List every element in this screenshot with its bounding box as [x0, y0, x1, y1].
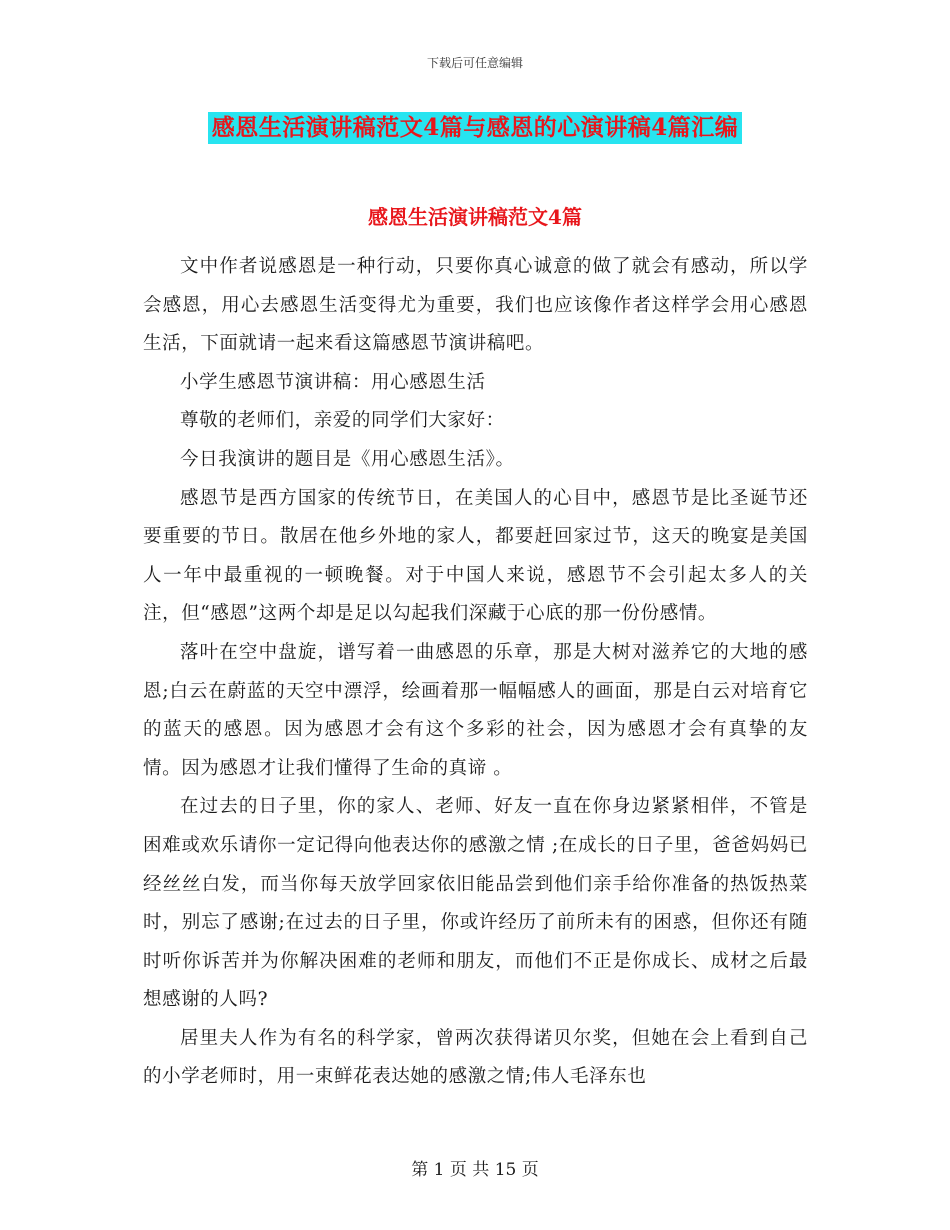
section-title: 感恩生活演讲稿范文4篇 — [368, 205, 582, 229]
paragraph: 今日我演讲的题目是《用心感恩生活》。 — [180, 448, 515, 470]
page-footer: 第 1 页 共 15 页 — [411, 1160, 539, 1180]
paragraph: 落叶在空中盘旋，谱写着一曲感恩的乐章，那是大树对滋养它的大地的感恩;白云在蔚蓝的天空中漂浮，绘画着那一幅幅感人的画面，那是白云对培育它的蓝天的感恩。因为感恩才会有这个多彩的社会，因为感恩才会有真挚的友情。因为感恩才让我们懂得了生命的真谛 。 — [143, 641, 808, 779]
paragraph: 居里夫人作为有名的科学家，曾两次获得诺贝尔奖，但她在会上看到自己的小学老师时，用一束鲜花表达她的感激之情;伟人毛泽东也 — [143, 1027, 808, 1088]
header-note: 下载后可任意编辑 — [426, 56, 523, 70]
paragraph: 感恩节是西方国家的传统节日，在美国人的心目中，感恩节是比圣诞节还要重要的节日。散居在他乡外地的家人，都要赶回家过节，这天的晚宴是美国人一年中最重视的一顿晚餐。对于中国人来说，感恩节不会引起太多人的关注，但“感恩”这两个却是足以勾起我们深藏于心底的那一份份感情。 — [143, 487, 808, 625]
main-title-container — [0, 112, 950, 144]
paragraph: 文中作者说感恩是一种行动，只要你真心诚意的做了就会有感动，所以学会感恩，用心去感恩生活变得尤为重要，我们也应该像作者这样学会用心感恩生活，下面就请一起来看这篇感恩节演讲稿吧。 — [143, 256, 808, 355]
paragraph: 小学生感恩节演讲稿：用心感恩生活 — [180, 371, 486, 393]
document-body — [143, 248, 808, 1097]
paragraph: 尊敬的老师们，亲爱的同学们大家好： — [180, 410, 505, 432]
main-title: 感恩生活演讲稿范文4篇与感恩的心演讲稿4篇汇编 — [208, 112, 743, 144]
paragraph: 在过去的日子里，你的家人、老师、好友一直在你身边紧紧相伴，不管是困难或欢乐请你一定记得向他表达你的感激之情 ;在成长的日子里，爸爸妈妈已经丝丝白发，而当你每天放学回家依旧能品尝到他们亲手给你准备的热饭热菜时，别忘了感谢;在过去的日子里，你或许经历了前所未有的困惑，但你还有随时听你诉苦并为你解决困难的老师和朋友，而他们不正是你成长、成材之后最想感谢的人吗? — [143, 796, 808, 1011]
